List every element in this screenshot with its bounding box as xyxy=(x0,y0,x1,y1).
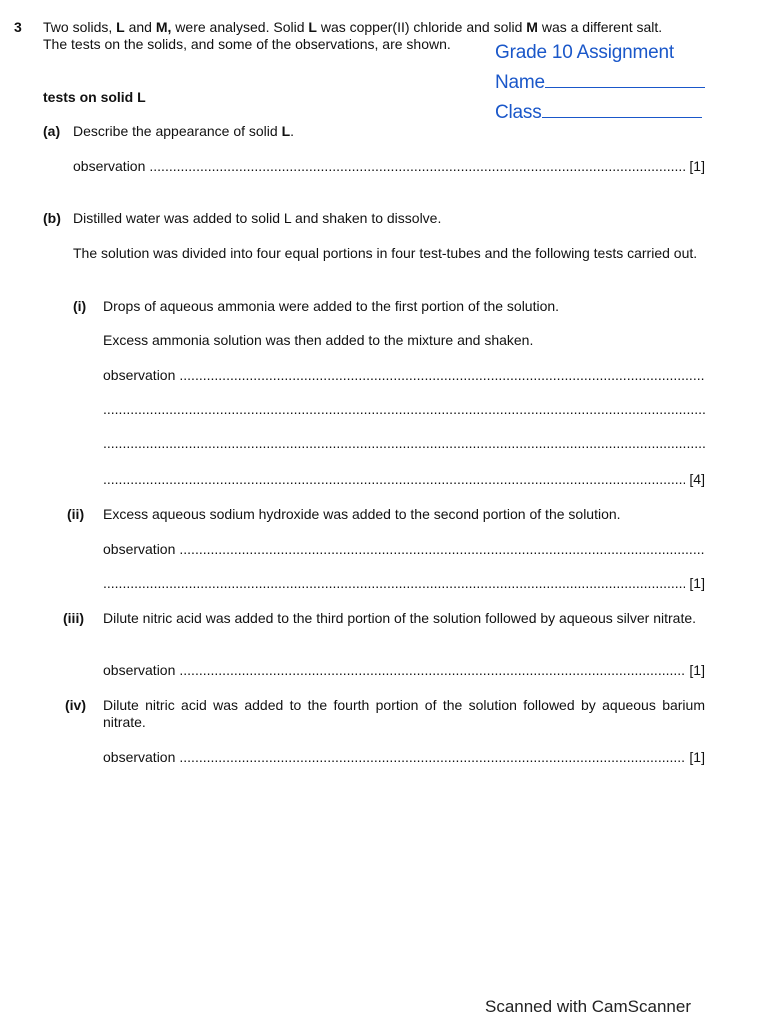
class-underline xyxy=(542,116,702,118)
section-heading: tests on solid L xyxy=(43,89,146,105)
answer-dots xyxy=(179,750,685,764)
handwritten-name-label: Name xyxy=(495,72,545,93)
sub-ii-answer-line-2[interactable] xyxy=(103,575,705,591)
handwritten-class-field xyxy=(495,102,702,124)
name-underline xyxy=(545,86,705,88)
sub-i-answer-line-4[interactable] xyxy=(103,471,705,487)
part-b-label: (b) xyxy=(43,210,61,226)
marks: [4] xyxy=(689,471,705,487)
part-a-label: (a) xyxy=(43,123,61,139)
part-a-answer-line[interactable] xyxy=(73,158,705,174)
observation-label: observation xyxy=(73,158,146,174)
sub-iv-text: Dilute nitric acid was added to the fourth portion of the solution followed by aqueous barium nitrate. xyxy=(103,697,705,730)
handwritten-title: Grade 10 Assignment xyxy=(495,42,674,63)
intro-run: was copper(II) chloride and solid xyxy=(316,19,527,35)
sub-iii-text: Dilute nitric acid was added to the third portion of the solution followed by aqueous silver nitrate. xyxy=(103,610,697,626)
intro-run: M, xyxy=(155,19,172,35)
sub-i-text2: Excess ammonia solution was then added to the mixture and shaken. xyxy=(103,332,534,348)
marks: [1] xyxy=(689,662,705,678)
intro-run: was a different salt. xyxy=(537,19,663,35)
answer-dots xyxy=(103,472,685,486)
sub-iii-label: (iii) xyxy=(63,610,84,626)
answer-dots xyxy=(149,159,685,173)
sub-iii-answer-line[interactable] xyxy=(103,662,705,678)
sub-ii-label: (ii) xyxy=(67,506,85,522)
marks: [1] xyxy=(689,158,705,174)
answer-dots xyxy=(179,663,685,677)
sub-i-answer-line-1[interactable] xyxy=(103,367,705,383)
intro-run: were analysed. Solid xyxy=(171,19,309,35)
sub-i-answer-line-3[interactable] xyxy=(103,436,705,450)
intro-run: L xyxy=(308,19,317,35)
answer-dots xyxy=(179,542,705,556)
question-number: 3 xyxy=(14,19,22,35)
sub-iv-answer-line[interactable] xyxy=(103,749,705,765)
part-a-text xyxy=(73,123,294,139)
marks: [1] xyxy=(689,749,705,765)
sub-i-text: Drops of aqueous ammonia were added to the first portion of the solution. xyxy=(103,298,560,314)
part-a-text-bold: L xyxy=(281,123,291,139)
handwritten-name-field xyxy=(495,72,705,94)
observation-label: observation xyxy=(103,749,176,765)
observation-label: observation xyxy=(103,662,176,678)
observation-label: observation xyxy=(103,541,176,557)
camscanner-watermark: Scanned with CamScanner xyxy=(484,997,691,1016)
sub-i-answer-line-2[interactable] xyxy=(103,402,705,416)
marks: [1] xyxy=(689,575,705,591)
intro-run: and xyxy=(124,19,156,35)
intro-line-2: The tests on the solids, and some of the observations, are shown. xyxy=(43,36,451,52)
handwritten-class-label: Class xyxy=(495,102,542,123)
intro-run: L xyxy=(116,19,125,35)
sub-ii-answer-line-1[interactable] xyxy=(103,541,705,557)
answer-dots xyxy=(179,368,705,382)
intro-run: Two solids, xyxy=(43,19,117,35)
part-b-text: Distilled water was added to solid L and shaken to dissolve. xyxy=(73,210,442,226)
intro-line-1 xyxy=(43,19,662,35)
sub-ii-text: Excess aqueous sodium hydroxide was added to the second portion of the solution. xyxy=(103,506,621,522)
answer-dots xyxy=(103,576,685,590)
sub-i-label: (i) xyxy=(73,298,87,314)
part-a-text-prefix: Describe the appearance of solid xyxy=(73,123,282,139)
observation-label: observation xyxy=(103,367,176,383)
intro-run: M xyxy=(526,19,538,35)
part-a-text-suffix: . xyxy=(290,123,295,139)
answer-dots xyxy=(103,436,705,450)
answer-dots xyxy=(103,402,705,416)
sub-iv-label: (iv) xyxy=(65,697,86,713)
part-b-text2: The solution was divided into four equal portions in four test-tubes and the following tests carried out. xyxy=(73,245,698,261)
